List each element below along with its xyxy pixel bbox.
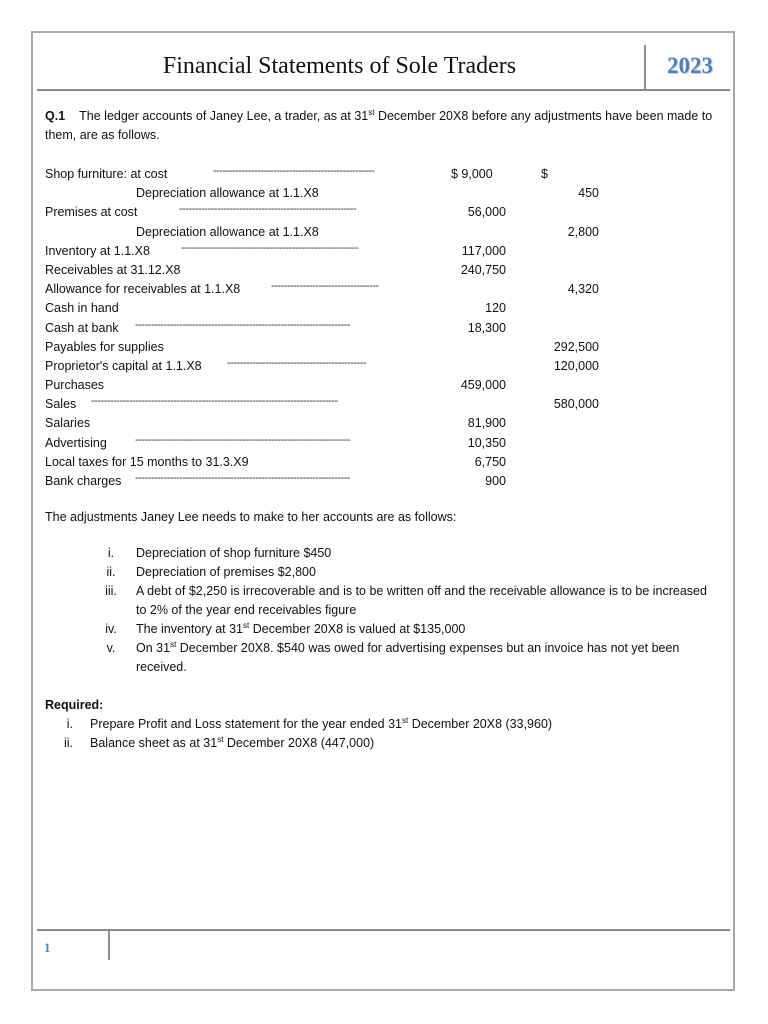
list-number: v. [106,641,116,655]
debit-value: 10,350 [467,435,506,450]
credit-header: $ [541,167,548,181]
credit-value: 450 [578,186,599,201]
list-text-end: December 20X8 (33,960) [408,717,553,731]
ledger-label: Allowance for receivables at 1.1.X8 [45,282,241,297]
list-item [45,544,717,563]
page-title: Financial Statements of Sole Traders [162,53,517,79]
ledger-row [45,472,645,491]
ledger-label: Proprietor's capital at 1.1.X8 [45,358,202,373]
ledger-label: Advertising [45,435,107,450]
debit-value: 117,000 [461,243,506,258]
list-item [45,620,717,639]
list-text: On 31 [136,641,171,655]
ledger-row [45,319,645,338]
list-number: i. [107,546,115,560]
list-item [45,563,717,582]
footer-rule [37,929,730,931]
superscript: st [217,734,224,744]
list-number: iv. [105,622,117,636]
list-number: ii. [106,565,116,579]
superscript: st [243,620,250,630]
list-text: Depreciation of shop furniture $450 [136,546,332,560]
list-number: ii. [63,736,73,750]
page-header [37,45,730,91]
dotted-leader: ---------------------------------- [271,280,379,293]
dotted-leader: -------------------------------------------------------- [181,241,359,254]
list-text: A debt of $2,250 is irrecoverable and is to be written off and the receivable allowance is to be increased to 2% of the year end receivables figure [136,584,707,617]
dotted-leader: -------------------------------------------------------- [179,203,357,216]
ledger-label: Premises at cost [45,205,138,220]
list-item [45,715,717,734]
list-item [45,639,717,677]
ledger-label: Receivables at 31.12.X8 [45,262,181,277]
ledger-label: Purchases [45,378,105,393]
list-text: Balance sheet as at 31 [90,736,218,750]
footer-divider [108,931,110,960]
required-title: Required: [45,698,104,712]
list-text: Prepare Profit and Loss statement for the year ended 31 [90,717,402,731]
credit-value: 292,500 [553,339,599,354]
list-text: Depreciation of premises $2,800 [136,565,316,579]
credit-value: 580,000 [553,397,599,412]
page-number: 1 [44,940,51,955]
ledger-label: Cash in hand [45,301,119,316]
superscript: st [402,715,409,725]
header-divider [644,45,646,89]
credit-value: 2,800 [567,224,599,239]
debit-value: 120 [485,301,506,316]
debit-value: 6,750 [474,454,506,469]
ledger-label: Depreciation allowance at 1.1.X8 [136,186,319,201]
debit-value: 240,750 [460,262,506,277]
ledger-row [45,395,645,414]
list-number: iii. [105,584,117,598]
ledger-table [45,165,645,491]
ledger-row [45,434,645,453]
question-intro [45,107,717,145]
list-text: The inventory at 31 [136,622,244,636]
ledger-row [45,280,645,299]
list-text-end: December 20X8 (447,000) [223,736,375,750]
debit-value: 459,000 [460,378,506,393]
credit-value: 4,320 [567,282,599,297]
ledger-label: Bank charges [45,474,122,488]
ledger-label: Shop furniture: at cost [45,167,168,181]
ledger-label: Inventory at 1.1.X8 [45,243,150,258]
debit-value: 900 [485,474,506,488]
dotted-leader: -------------------------------------------- [227,356,367,369]
superscript: st [368,107,375,117]
question-intro-text: The ledger accounts of Janey Lee, a trader, as at 31 [79,109,369,123]
list-item [45,582,717,620]
superscript: st [170,639,177,649]
dotted-leader: -------------------------------------------------------------------- [135,433,351,446]
debit-value: 81,900 [467,416,506,431]
ledger-label: Salaries [45,416,91,431]
adjustments-list [45,544,717,677]
dotted-leader: -------------------------------------------------------------------- [135,318,351,331]
debit-header: $ 9,000 [451,167,493,181]
required-section [45,696,717,753]
debit-value: 56,000 [467,205,506,220]
ledger-row [45,203,645,222]
debit-value: 18,300 [467,320,506,335]
dotted-leader: --------------------------------------------------- [213,165,375,177]
list-number: i. [66,717,73,731]
ledger-label: Cash at bank [45,320,119,335]
adjustments-intro: The adjustments Janey Lee needs to make to her accounts are as follows: [45,510,457,524]
header-year: 2023 [667,53,713,78]
dotted-leader: ------------------------------------------------------------------------------ [91,395,338,408]
ledger-label: Depreciation allowance at 1.1.X8 [136,224,319,239]
ledger-row [45,242,645,261]
ledger-row [45,165,645,184]
dotted-leader: -------------------------------------------------------------------- [135,472,351,484]
ledger-label: Sales [45,397,77,412]
list-item [45,734,717,753]
ledger-label: Local taxes for 15 months to 31.3.X9 [45,454,249,469]
ledger-row [45,357,645,376]
ledger-label: Payables for supplies [45,339,164,354]
question-label: Q.1 [45,109,66,123]
list-text-end: December 20X8. $540 was owed for advertising expenses but an invoice has not yet been received. [136,641,680,674]
question-intro-text-end: December 20X8 before any adjustments have been made to them, are as follows. [45,109,713,142]
list-text-end: December 20X8 is valued at $135,000 [249,622,466,636]
credit-value: 120,000 [553,358,599,373]
